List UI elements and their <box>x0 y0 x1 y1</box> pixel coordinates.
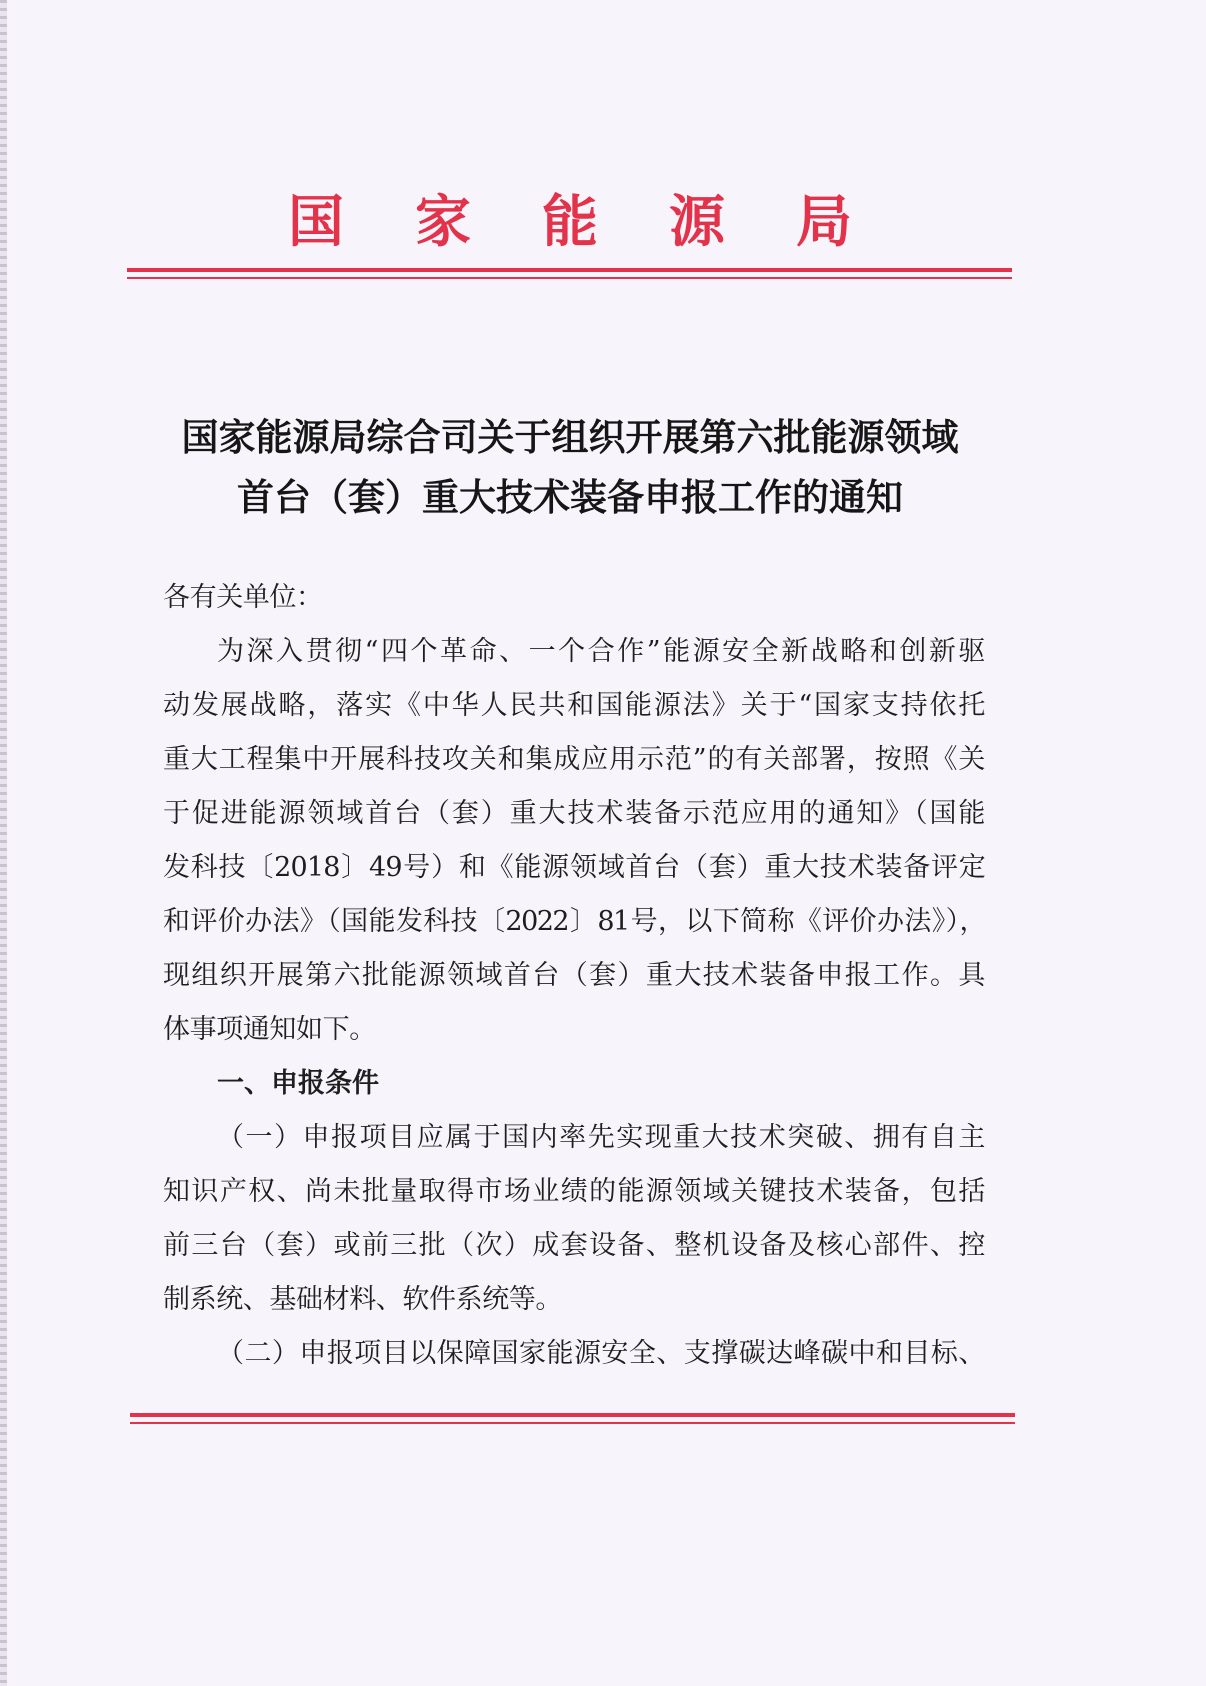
paragraph-line: 为深入贯彻“四个革命、一个合作”能源安全新战略和创新驱 <box>217 636 985 667</box>
paragraph-line: 前三台（套）或前三批（次）成套设备、整机设备及核心部件、控 <box>163 1230 985 1261</box>
footer-rule-thin <box>130 1422 1015 1424</box>
masthead-rule-thin <box>127 277 1012 279</box>
agency-masthead: 国家能源局 <box>288 189 852 255</box>
title-line: 首台（套）重大技术装备申报工作的通知 <box>237 475 903 519</box>
paragraph-line: 发科技〔2018〕49号）和《能源领域首台（套）重大技术装备评定 <box>163 852 985 883</box>
document-body <box>163 571 985 1381</box>
paragraph-line: 于促进能源领域首台（套）重大技术装备示范应用的通知》（国能 <box>163 798 985 829</box>
paragraph-line: （一）申报项目应属于国内率先实现重大技术突破、拥有自主 <box>217 1122 985 1153</box>
paragraph-line: 现组织开展第六批能源领域首台（套）重大技术装备申报工作。具 <box>163 960 985 991</box>
paragraph-line: 和评价办法》（国能发科技〔2022〕81号，以下简称《评价办法》）， <box>163 906 985 937</box>
title-line: 国家能源局综合司关于组织开展第六批能源领域 <box>181 415 959 459</box>
paragraph-line: 重大工程集中开展科技攻关和集成应用示范”的有关部署，按照《关 <box>163 744 985 775</box>
paragraph-line: （二）申报项目以保障国家能源安全、支撑碳达峰碳中和目标、 <box>217 1338 985 1369</box>
paragraph-line: 体事项通知如下。 <box>163 1014 376 1045</box>
document-title <box>130 407 1010 527</box>
paragraph-line: 动发展战略，落实《中华人民共和国能源法》关于“国家支持依托 <box>163 690 985 721</box>
scan-edge <box>0 0 7 1686</box>
footer-rule-thick <box>130 1413 1015 1417</box>
salutation: 各有关单位： <box>163 582 323 613</box>
masthead-rule-thick <box>127 268 1012 272</box>
paragraph-line: 制系统、基础材料、软件系统等。 <box>163 1284 562 1315</box>
section-heading: 一、申报条件 <box>217 1068 379 1099</box>
paragraph-line: 知识产权、尚未批量取得市场业绩的能源领域关键技术装备，包括 <box>163 1176 985 1207</box>
